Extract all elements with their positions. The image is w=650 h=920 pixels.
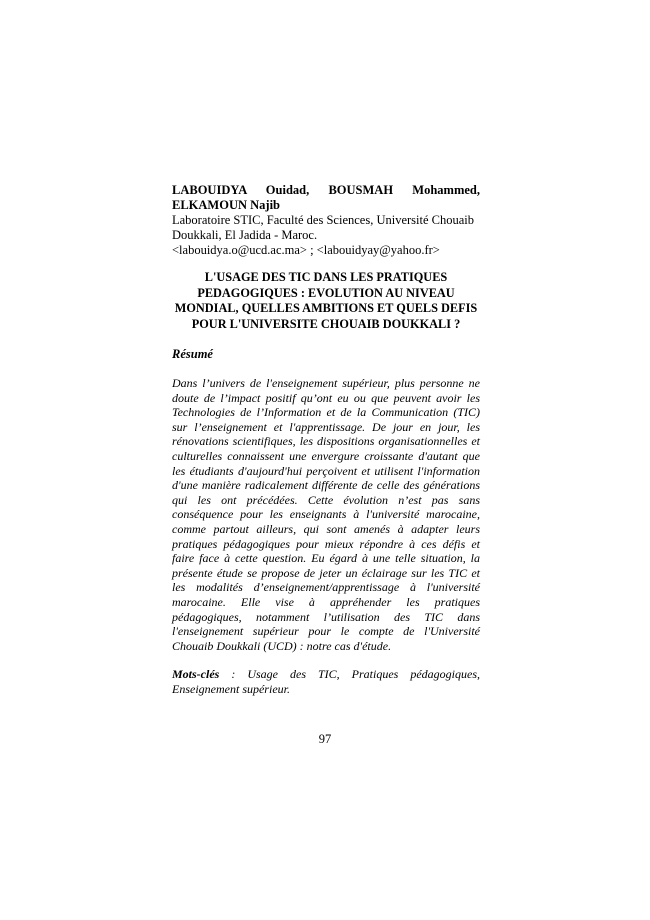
author-line-1: LABOUIDYA Ouidad, BOUSMAH Mohammed, (172, 183, 480, 197)
article-title: L'USAGE DES TIC DANS LES PRATIQUES PEDAGOGIQUES : EVOLUTION AU NIVEAU MONDIAL, QUELLES AMBITIONS ET QUELS DEFIS POUR L'UNIVERSITE CHOUAIB DOUKKALI ? (174, 270, 478, 331)
author-line-2: ELKAMOUN Najib (172, 198, 280, 212)
affiliation-line-2: Doukkali, El Jadida - Maroc. (172, 228, 318, 242)
author-list (172, 183, 480, 213)
keywords-text: : Usage des TIC, Pratiques pédagogiques, Enseignement supérieur. (172, 667, 480, 696)
author-emails: <labouidya.o@ucd.ac.ma> ; <labouidyay@yahoo.fr> (172, 243, 440, 257)
keywords-label: Mots-clés (172, 667, 220, 682)
affiliation-line-1: Laboratoire STIC, Faculté des Sciences, Université Chouaib (172, 213, 475, 227)
abstract-heading: Résumé (172, 347, 213, 361)
article-first-page (172, 183, 480, 696)
affiliation (172, 213, 480, 258)
page-number: 97 (318, 732, 332, 746)
keywords (172, 667, 480, 696)
abstract-text: Dans l’univers de l'enseignement supérieur, plus personne ne doute de l’impact positif qu’ont eu ou que peuvent avoir les Technologies de l’Information et de la Communication (TIC) sur l’enseignement et l'apprentissage. De jour en jour, les rénovations scientifiques, les dispositions organisationnelles et culturelles connaissent une envergure croissante d'autant que les étudiants d'aujourd'hui perçoivent et utilisent l'information d'une manière radicalement différente de celle des générations qui les ont précédées. Cette évolution n’est pas sans conséquence pour les enseignants à l'université marocaine, comme partout ailleurs, qui sont amenés à adapter leurs pratiques pédagogiques pour mieux répondre à ces défis et faire face à cette question. Eu égard à une telle situation, la présente étude se propose de jeter un éclairage sur les TIC et les modalités d’enseignement/apprentissage à l'université marocaine. Elle vise à appréhender les pratiques pédagogiques, notamment l’utilisation des TIC dans l'enseignement supérieur pour le compte de l'Université Chouaib Doukkali (UCD) : notre cas d'étude. (172, 376, 480, 653)
